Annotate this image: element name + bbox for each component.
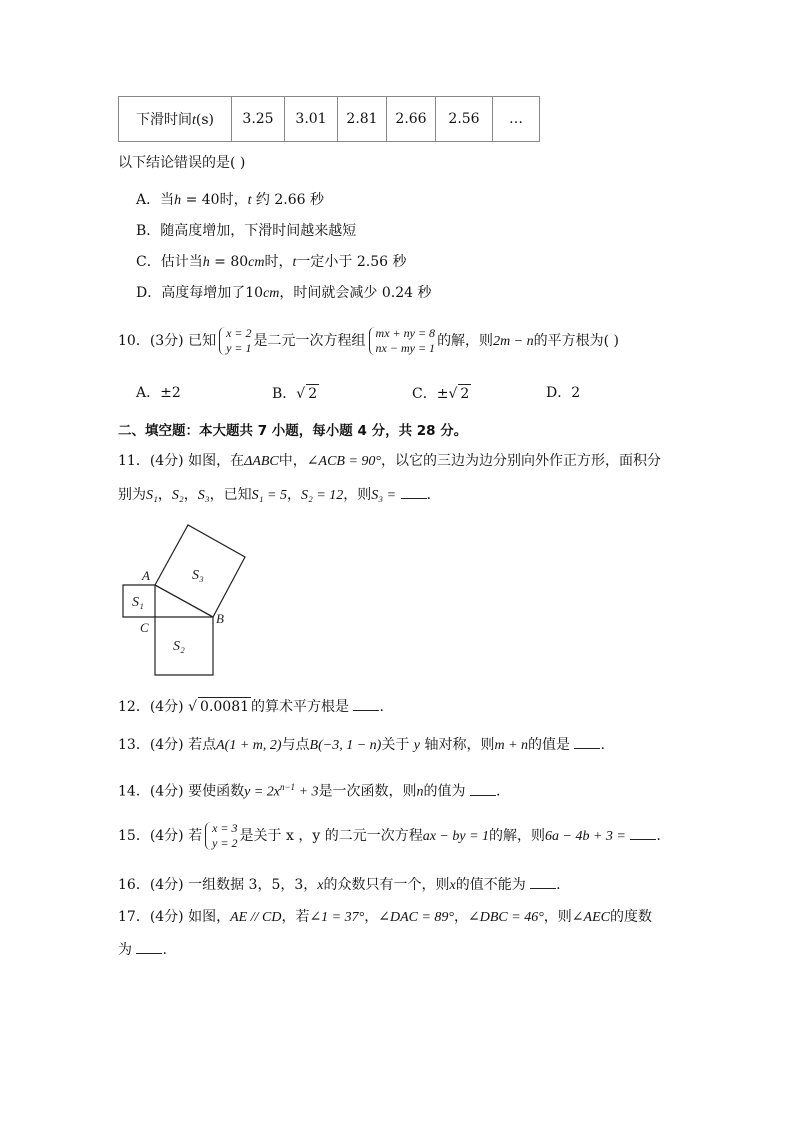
- q10-option-c: C．±√ 2: [412, 386, 470, 402]
- q10-option-d: D．2: [546, 385, 581, 401]
- q9-option-a: A．当h = 40时，t 约 2.66 秒: [136, 192, 324, 208]
- q16: 16．(4分) 一组数据 3，5，3，x的众数只有一个，则x的值不能为 .: [118, 877, 561, 893]
- answer-blank: [470, 783, 496, 796]
- table-cell: 3.25: [232, 97, 285, 142]
- q9-option-b: B．随高度增加，下滑时间越来越短: [136, 223, 357, 239]
- table-cell: …: [493, 97, 540, 142]
- label-s1: S₁: [132, 595, 144, 610]
- table-cell: 3.01: [285, 97, 338, 142]
- q11-line2: 别为S₁，S₂，S₃，已知S₁ = 5，S₂ = 12，则S₃ = .: [118, 487, 432, 503]
- label-a: A: [142, 568, 150, 583]
- q17-line1: 17．(4分) 如图，AE // CD，若∠1 = 37°，∠DAC = 89°，∠DBC = 46°，则∠AEC的度数: [118, 909, 652, 925]
- section-heading: 二、填空题：本大题共 7 小题，每小题 4 分，共 28 分。: [118, 423, 468, 439]
- table-header-var: t: [192, 113, 196, 128]
- data-table: [118, 96, 540, 142]
- answer-blank: [136, 941, 162, 954]
- table-cell: 2.81: [338, 97, 387, 142]
- table-cell: 2.56: [436, 97, 493, 142]
- label-b: B: [216, 611, 224, 626]
- table-row: [119, 97, 540, 142]
- q12: 12．(4分) √ 0.0081 的算术平方根是 .: [118, 699, 384, 715]
- label-c: C: [140, 620, 149, 635]
- answer-blank: [530, 876, 556, 889]
- q15-system: x = 3 y = 2: [204, 821, 237, 851]
- q10-option-b: B．√ 2: [272, 386, 318, 402]
- table-header-label: 下滑时间: [136, 112, 192, 128]
- answer-blank: [630, 827, 656, 840]
- answer-blank: [401, 486, 427, 499]
- label-s3: S₃: [192, 568, 204, 583]
- q10-system-2: mx + ny = 8 nx − my = 1: [368, 326, 436, 356]
- answer-blank: [574, 736, 600, 749]
- hypotenuse-ab: [155, 585, 213, 617]
- squares-figure: [108, 520, 258, 682]
- q11-line1: 11．(4分) 如图，在ΔABC中，∠ACB = 90°，以它的三边为边分别向外作正方形，面积分: [118, 453, 661, 469]
- label-s2: S₂: [173, 639, 185, 654]
- q13: 13．(4分) 若点A(1 + m, 2)与点B(−3, 1 − n)关于 y 轴对称，则m + n的值是 .: [118, 737, 605, 753]
- q14: 14．(4分) 要使函数$y = 2x^{n-1} + 3$是一次函数，则n的值为 .: [118, 782, 501, 800]
- q9-option-c: C．估计当h = 80cm时，t一定小于 2.56 秒: [136, 254, 407, 270]
- answer-blank: [353, 698, 379, 711]
- table-header-unit: (s): [195, 112, 214, 128]
- q9-option-d: D．高度每增加了10cm，时间就会减少 0.24 秒: [136, 285, 432, 301]
- table-cell: 2.66: [387, 97, 436, 142]
- q10-system-1: x = 2 y = 1: [218, 326, 251, 356]
- q15: 15．(4分) 若 x = 3 y = 2 是关于 x ，y 的二元一次方程ax − by = 1的解，则6a − 4b + 3 = .: [118, 821, 661, 850]
- q10-stem: 10．(3分) 已知 x = 2 y = 1 是二元一次方程组 mx + ny = 8 nx − my = 1 的解，则2m − n的平方根为( ): [118, 326, 619, 355]
- q9-stem: 以下结论错误的是( ): [118, 155, 246, 171]
- q17-line2: 为 .: [118, 942, 167, 958]
- q10-option-a: A．±2: [136, 385, 181, 401]
- table-header-cell: [119, 97, 232, 142]
